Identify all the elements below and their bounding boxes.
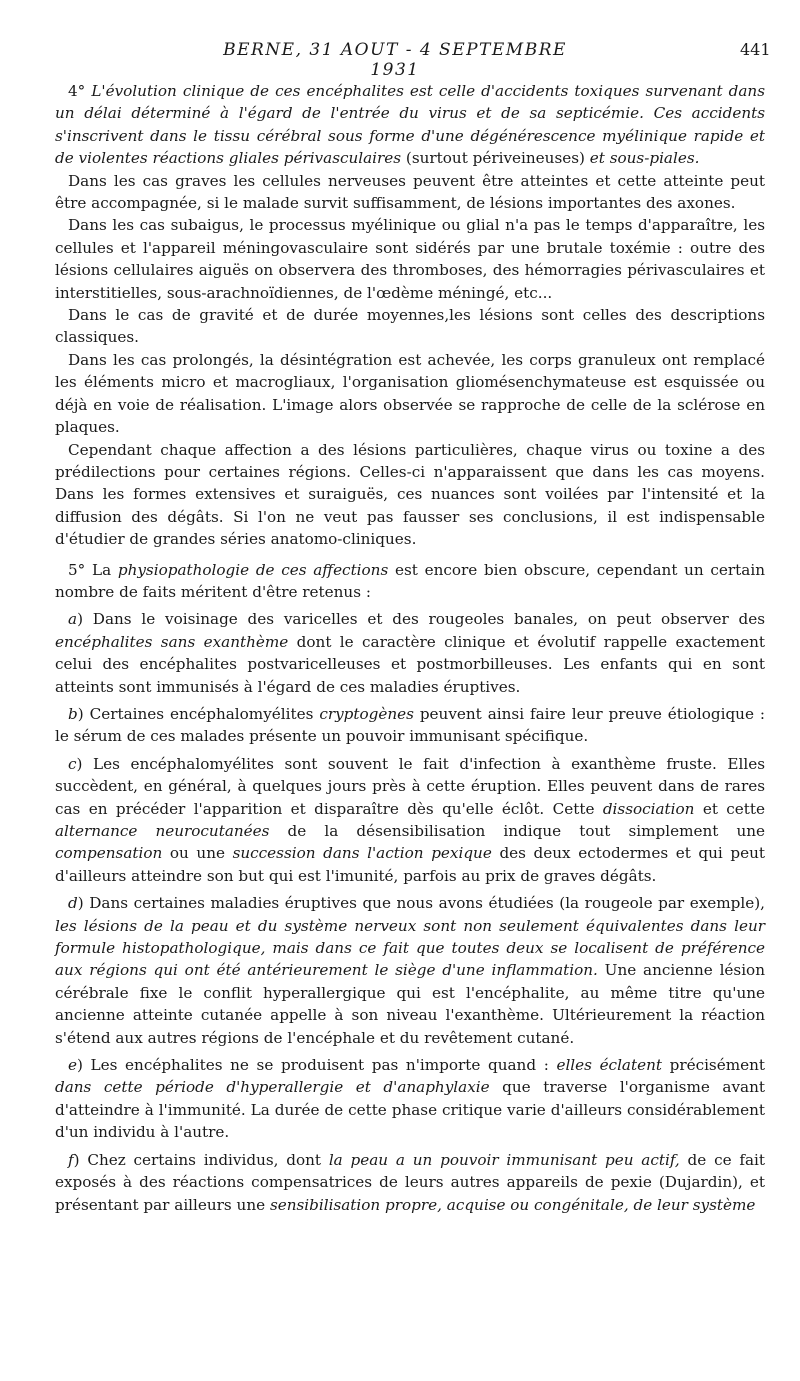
plain-text: de ce fait exposés à des réactions compensatrices de leurs autres appareils de pexie (Dujardin), et présentant par ailleurs une xyxy=(55,1150,765,1214)
plain-text: Dans les cas prolongés, la désintégration est achevée, les corps granuleux ont remplacé les éléments micro et macrogliaux, l'organisation gliomésenchymateuse est esquissée ou déjà en voie de réalisation. L'image alors observée se rapproche de celle de la sclérose en plaques. xyxy=(55,350,765,437)
plain-text: des deux ectodermes et qui peut d'ailleurs atteindre son but qui est l'imunité, parfois au prix de graves dégâts. xyxy=(55,844,765,885)
paragraph-prolonged-cases xyxy=(55,349,765,439)
plain-text: 5° La xyxy=(68,560,118,579)
emphasis-text: sensibilisation propre, acquise ou congénitale, de leur système xyxy=(269,1195,756,1214)
plain-text: ) Dans certaines maladies éruptives que nous avons étudiées (la rougeole par exemple), xyxy=(77,894,765,913)
plain-text: ) Dans le voisinage des varicelles et des rougeoles banales, on peut observer des xyxy=(77,610,765,629)
paragraph-point-5 xyxy=(55,559,765,604)
item-letter: e xyxy=(68,1056,77,1075)
emphasis-text: encéphalites sans exanthème xyxy=(55,632,289,651)
plain-text: de la désensibilisation indique tout simplement une xyxy=(269,822,766,840)
paragraph-subacute-cases xyxy=(55,214,765,304)
page-number: 441 xyxy=(740,40,771,59)
emphasis-text: physiopathologie de ces affections xyxy=(117,560,389,579)
paragraph-item-b xyxy=(55,703,765,748)
plain-text: est encore bien obscure, cependant un certain nombre de faits méritent d'être retenus : xyxy=(55,560,765,601)
plain-text: ou une xyxy=(162,844,233,863)
emphasis-text: alternance neurocutanées xyxy=(55,822,270,840)
emphasis-text: L'évolution clinique de ces encéphalites est celle d'accidents toxiques survenant dans un délai déterminé à l'égard de l'entrée du virus et de sa septicémie. Ces accidents s'inscrivent dans le tissu cérébral sous forme d'une dégénérescence myélinique rapide et de violentes réactions gliales périvasculaires xyxy=(55,82,765,168)
plain-text: ) Les encéphalites ne se produisent pas n'importe quand : xyxy=(77,1056,557,1075)
plain-text: ) Certaines encéphalomyélites xyxy=(77,704,320,723)
emphasis-text: cryptogènes xyxy=(319,704,414,723)
item-letter: a xyxy=(68,610,78,629)
item-letter: c xyxy=(68,754,77,773)
running-title: BERNE, 31 AOUT - 4 SEPTEMBRE 1931 xyxy=(223,40,567,80)
plain-text: (surtout périveineuses) xyxy=(401,149,590,168)
paragraph-item-c xyxy=(55,753,765,887)
emphasis-text: elles éclatent xyxy=(556,1056,662,1075)
emphasis-text: succession dans l'action pexique xyxy=(232,844,492,863)
paragraph-severe-cases xyxy=(55,170,765,215)
point-number: 4° xyxy=(68,82,92,100)
item-letter: b xyxy=(68,704,78,723)
plain-text: Dans les cas subaigus, le processus myélinique ou glial n'a pas le temps d'apparaître, les cellules et l'appareil méningovasculaire sont sidérés par une brutale toxémie : outre des lésions cellulaires aiguës on observera des thromboses, des hémorragies périvasculaires et interstitielles, sous-arachnoïdiennes, de l'œdème méningé, etc... xyxy=(55,216,765,302)
paragraph-item-d xyxy=(55,892,765,1049)
item-letter: f xyxy=(68,1150,74,1169)
paragraph-predilections xyxy=(55,439,765,551)
plain-text: dont le caractère clinique et évolutif rappelle exactement celui des encéphalites postvaricelleuses et postmorbilleuses. Les enfants qui en sont atteints sont immunisés à l'égard de ces maladies éruptives. xyxy=(55,632,765,696)
emphasis-text: compensation xyxy=(55,844,163,863)
plain-text: peuvent ainsi faire leur preuve étiologique : le sérum de ces malades présente un pouvoir immunisant spécifique. xyxy=(55,704,766,746)
plain-text: Dans le cas de gravité et de durée moyennes,les lésions sont celles des descriptions classiques. xyxy=(55,306,765,347)
plain-text: ) Les encéphalomyélites sont souvent le fait d'infection à exanthème fruste. Elles succèdent, en général, à quelques jours près à cette éruption. Elles peuvent dans de rares cas en précéder l'apparition et disparaître dès qu'elle éclôt. Cette xyxy=(55,754,765,818)
paragraph-item-f xyxy=(55,1149,765,1216)
paragraph-point-4 xyxy=(55,80,765,170)
article-body xyxy=(55,80,765,1216)
plain-text: que traverse l'organisme avant d'atteindre à l'immunité. La durée de cette phase critique varie d'ailleurs considérablement d'un individu à l'autre. xyxy=(55,1078,765,1142)
item-letter: d xyxy=(68,894,78,913)
paragraph-item-e xyxy=(55,1054,765,1144)
paragraph-item-a xyxy=(55,608,765,698)
plain-text: Cependant chaque affection a des lésions particulières, chaque virus ou toxine a des prédilections pour certaines régions. Celles-ci n'apparaissent que dans les cas moyens. Dans les formes extensives et suraiguës, ces nuances sont voilées par l'intensité et la diffusion des dégâts. Si l'on ne veut pas fausser ses conclusions, il est indispensable d'étudier de grandes séries anatomo-cliniques. xyxy=(55,440,765,549)
emphasis-text: les lésions de la peau et du système nerveux sont non seulement équivalentes dans leur formule histopathologique, mais dans ce fait que toutes deux se localisent de préférence aux régions qui ont été antérieurement le siège d'une inflammation. xyxy=(55,916,765,980)
paragraph-moderate-cases xyxy=(55,304,765,349)
emphasis-text: et sous-piales. xyxy=(589,149,700,168)
emphasis-text: dissociation xyxy=(602,799,695,818)
plain-text: Dans les cas graves les cellules nerveuses peuvent être atteintes et cette atteinte peut être accompagnée, si le malade survit suffisamment, de lésions importantes des axones. xyxy=(55,171,765,213)
emphasis-text: dans cette période d'hyperallergie et d'anaphylaxie xyxy=(55,1078,490,1097)
plain-text: ) Chez certains individus, dont xyxy=(73,1150,329,1169)
emphasis-text: la peau a un pouvoir immunisant peu actif, xyxy=(328,1150,680,1169)
plain-text: précisément xyxy=(661,1056,765,1075)
plain-text: Une ancienne lésion cérébrale fixe le conflit hyperallergique qui est l'encéphalite, au même titre qu'une ancienne atteinte cutanée appelle à son niveau l'exanthème. Ultérieurement la réaction s'étend aux autres régions de l'encéphale et du revêtement cutané. xyxy=(55,961,765,1047)
plain-text: et cette xyxy=(694,799,765,818)
